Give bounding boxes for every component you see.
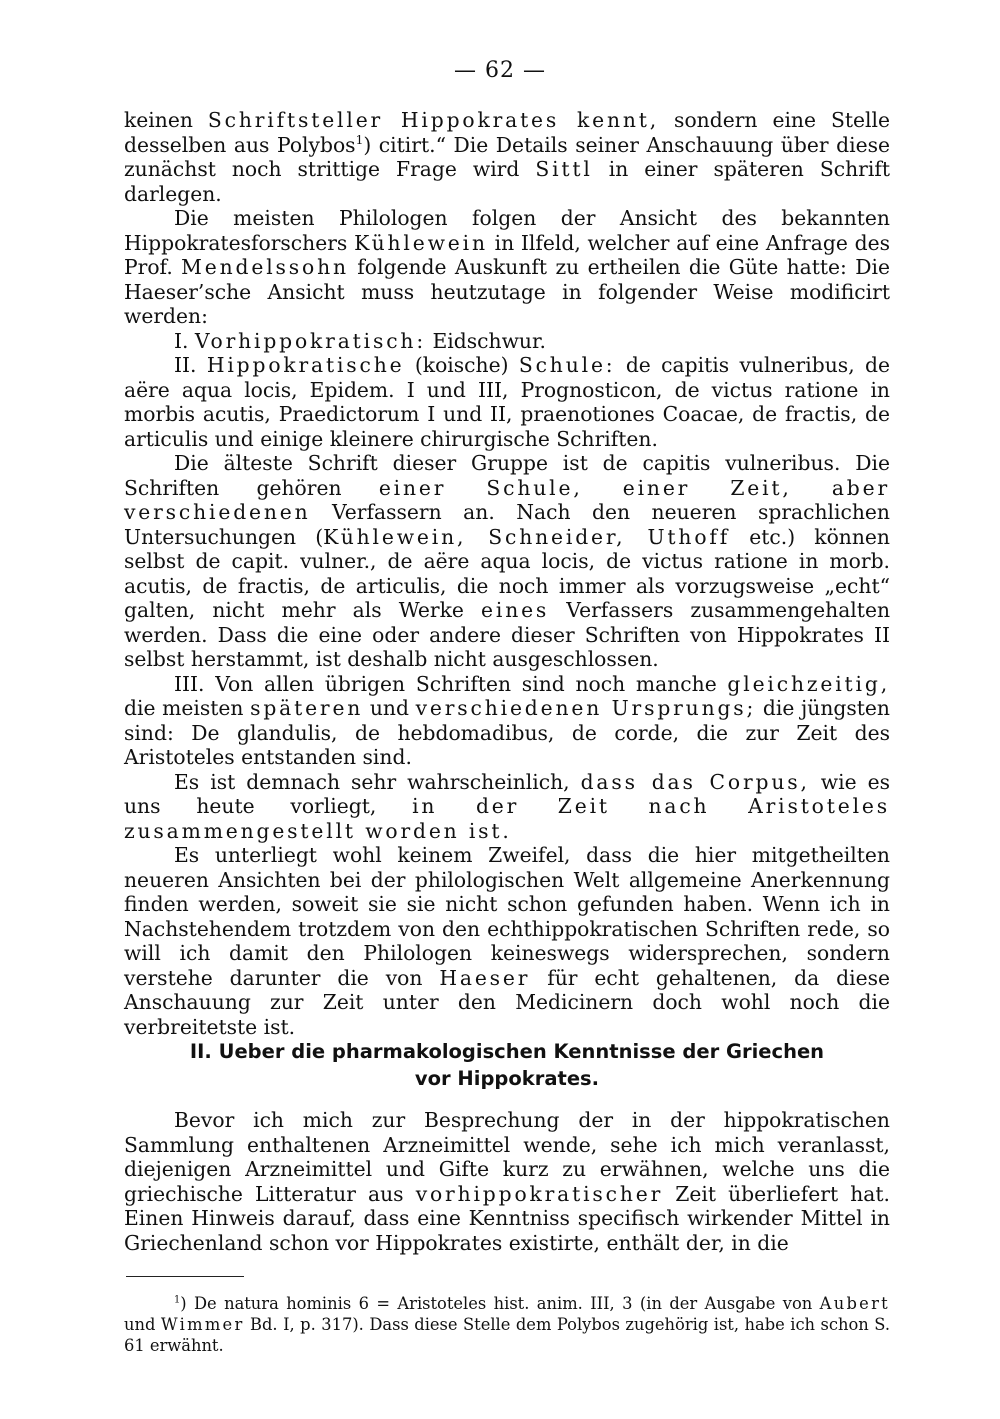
paragraph-5	[124, 451, 890, 672]
spaced-text: Schule:	[518, 353, 616, 377]
section-heading-line-2: vor Hippokrates.	[414, 1067, 600, 1090]
spaced-text: einer Schule, einer Zeit, aber verschiedenen	[124, 475, 890, 524]
section-heading	[124, 1038, 890, 1092]
spaced-text: Vorhippokratisch:	[194, 328, 427, 353]
text-run: II.	[174, 353, 207, 377]
paragraph-3	[124, 329, 890, 354]
text-run: wie es uns heute vorliegt,	[124, 769, 891, 818]
text-run: die jüngsten sind: De glandulis, de hebdomadibus, de corde, die zur Zeit des Aristoteles entstanden sind.	[124, 696, 890, 769]
text-run: III. Von allen übrigen Schriften sind noch manche	[174, 671, 728, 696]
text-run: Die älteste Schrift dieser Gruppe ist de capitis vulneribus. Die Schriften gehören	[124, 451, 890, 500]
text-run: Bevor ich mich zur Besprechung der in der hippokratischen Sammlung enthaltenen Arzneimittel wende, sehe ich mich veranlasst, diejenigen Arzneimittel und Gifte kurz zu erwähnen, welche uns die griechische Litteratur aus	[124, 1108, 890, 1206]
spaced-text: Mendelssohn	[181, 255, 349, 279]
text-run: ) De natura hominis 6 = Aristoteles hist. anim. III, 3 (in der Ausgabe von	[180, 1294, 820, 1313]
text-run: Verfassers zusammengehalten werden. Dass die eine oder andere dieser Schriften von Hippokrates II selbst herstammt, ist deshalb nicht ausgeschlossen.	[124, 598, 891, 671]
paragraph-1	[124, 108, 890, 206]
paragraph-6	[124, 672, 890, 770]
spaced-text: Aubert	[819, 1294, 890, 1313]
spaced-text: eines	[481, 598, 550, 622]
text-run: Zeit überliefert hat. Einen Hinweis darauf, dass eine Kenntniss specifisch wirkender Mittel in Griechenland schon vor Hippokrates existirte, enthält der, in die	[124, 1181, 890, 1255]
spaced-text: Wimmer	[160, 1315, 245, 1334]
text-run: Bd. I, p. 317). Dass diese Stelle dem Polybos zugehörig ist, habe ich schon S. 61 erwähnt.	[124, 1315, 891, 1355]
text-run: und	[124, 1315, 161, 1334]
text-run: in einer späteren Schrift darlegen.	[124, 157, 890, 206]
spaced-text: Kühlewein	[354, 230, 488, 255]
section-heading-line-1: II. Ueber die pharmakologischen Kenntnisse der Griechen	[189, 1040, 825, 1063]
text-run: Es ist demnach sehr wahrscheinlich,	[174, 769, 581, 794]
text-run: (koische)	[404, 353, 519, 377]
text-run: Die meisten Philologen folgen der Ansicht des bekannten Hippokratesforschers	[124, 206, 890, 255]
spaced-text: dass das Corpus,	[580, 769, 810, 794]
spaced-text: Kühlewein, Schneider, Uthoff	[323, 524, 731, 549]
paragraph-9	[124, 1108, 890, 1255]
page-number: — 62 —	[454, 58, 546, 83]
spaced-text: späteren	[250, 696, 364, 720]
spaced-text: gleichzeitig,	[727, 671, 890, 696]
spaced-text: in der Zeit nach Aristoteles zusammengestellt worden ist.	[124, 794, 890, 843]
text-run: sondern eine Stelle desselben aus Polybos	[124, 108, 891, 157]
text-run: I.	[174, 328, 195, 353]
text-run: Verfassern an. Nach den neueren sprachlichen Untersuchungen (	[124, 500, 890, 549]
spaced-text: vorhippokratischer	[415, 1181, 664, 1206]
spaced-text: verschiedenen Ursprungs;	[415, 696, 757, 720]
spaced-text: Hippokratische	[206, 353, 405, 377]
text-run: und	[363, 696, 416, 720]
text-run: ) citirt.“ Die Details seiner Anschauung über diese zunächst noch strittige Frage wird	[124, 132, 890, 181]
footnote	[124, 1293, 890, 1356]
paragraph-7	[124, 770, 890, 844]
paragraph-8	[124, 843, 890, 1039]
spaced-text: Haeser	[439, 965, 531, 990]
footnote-divider	[126, 1276, 244, 1277]
text-run: de capitis vulneribus, de aëre aqua locis, Epidem. I und III, Prognosticon, de victus ratione in morbis acutis, Praedictorum I und II, praenotiones Coacae, de fractis, de articulis und einige kleinere chirurgische Schriften.	[124, 353, 890, 451]
main-text	[124, 108, 890, 1039]
text-run: die meisten	[124, 696, 251, 720]
text-run: Es unterliegt wohl keinem Zweifel, dass die hier mitgetheilten neueren Ansichten bei der philologischen Welt allgemeine Anerkennung finden werden, soweit sie sie nicht schon gefunden haben. Wenn ich in Nachstehendem trotzdem von den echthippokratischen Schriften rede, so will ich damit den Philologen keineswegs widersprechen, sondern verstehe darunter die von	[124, 843, 890, 990]
text-run: etc.) können selbst de capit. vulner., de aëre aqua locis, de victus ratione in morb. acutis, de fractis, de articulis, die noch immer als vorzugsweise „echt“ galten, nicht mehr als Werke	[124, 524, 890, 622]
spaced-text: Schriftsteller Hippokrates kennt,	[207, 108, 660, 132]
footnote-mark: 1	[174, 1294, 181, 1306]
section-2-text	[124, 1108, 890, 1255]
paragraph-2	[124, 206, 890, 329]
paragraph-4	[124, 353, 890, 451]
text-run: folgende Auskunft zu ertheilen die Güte hatte: Die Haeser’sche Ansicht muss heutzutage in folgender Weise modificirt werden:	[124, 255, 890, 328]
text-run: in Ilfeld, welcher auf eine Anfrage des Prof.	[124, 230, 890, 279]
text-run: keinen	[124, 108, 208, 132]
text-run: für echt gehaltenen, da diese Anschauung zur Zeit unter den Medicinern doch wohl noch die verbreitetste ist.	[124, 965, 890, 1039]
text-run: Eidschwur.	[426, 328, 546, 353]
footnote-ref: 1	[355, 132, 364, 147]
footnote-text	[124, 1293, 890, 1356]
spaced-text: Sittl	[535, 157, 593, 181]
